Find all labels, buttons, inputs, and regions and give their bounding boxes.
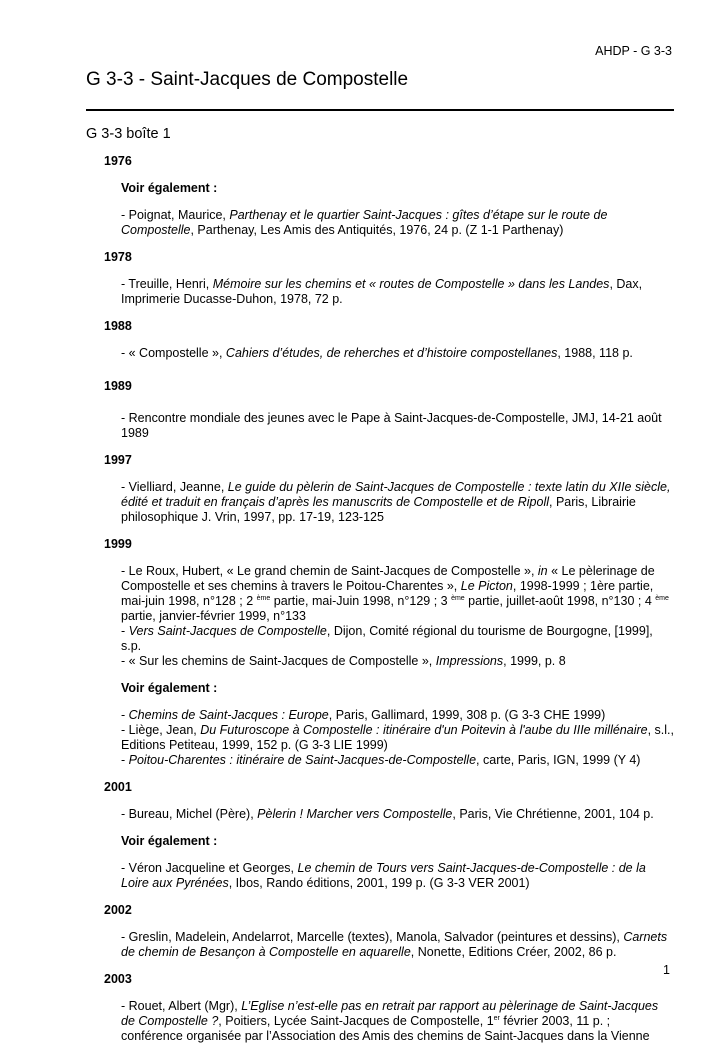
list-item: - Poignat, Maurice, Parthenay et le quartier Saint-Jacques : gîtes d’étape sur le route de Compostelle, Parthenay, Les Amis des Antiquités, 1976, 24 p. (Z 1-1 Parthenay) xyxy=(121,208,608,237)
entries-1999 xyxy=(121,564,674,669)
list-item: - « Compostelle », Cahiers d’études, de reherches et d’histoire compostellanes, 1988, 118 p. xyxy=(121,346,633,360)
list-item: - Chemins de Saint-Jacques : Europe, Paris, Gallimard, 1999, 308 p. (G 3-3 CHE 1999) xyxy=(121,708,606,722)
year-heading-2002: 2002 xyxy=(104,903,132,917)
document-body xyxy=(86,127,674,1056)
title-divider xyxy=(86,109,674,111)
year-heading-1988: 1988 xyxy=(104,319,132,333)
entries-2002 xyxy=(121,930,674,960)
year-heading-2001: 2001 xyxy=(104,780,132,794)
list-item: - Rencontre mondiale des jeunes avec le Pape à Saint-Jacques-de-Compostelle, JMJ, 14-21 août 1989 xyxy=(121,411,662,440)
year-heading-2003: 2003 xyxy=(104,972,132,986)
list-item: - Vielliard, Jeanne, Le guide du pèlerin de Saint-Jacques de Compostelle : texte latin du XIIe siècle, édité et traduit en français d’après les manuscrits de Compostelle et de Ripoll, Paris, Librairie philosophique J. Vrin, 1997, pp. 17-19, 123-125 xyxy=(121,480,671,524)
list-item: - Greslin, Madelein, Andelarrot, Marcelle (textes), Manola, Salvador (peintures et dessins), Carnets de chemin de Besançon à Compostelle en aquarelle, Nonette, Editions Créer, 2002, 86 p. xyxy=(121,930,668,959)
list-item: - Le Roux, Hubert, « Le grand chemin de Saint-Jacques de Compostelle », in « Le pèlerinage de Compostelle et ses chemins à travers le Poitou-Charentes », Le Picton, 1998-1999 ; 1ère partie, mai-juin 1998, n°128 ; 2 $^{ème}$ partie, mai-Juin 1998, n°129 ; 3 $^{ème}$ partie, juillet-août 1998, n°130 ; 4 $^{ème}$ partie, janvier-février 1999, n°133 xyxy=(121,564,669,623)
list-item: - Véron Jacqueline et Georges, Le chemin de Tours vers Saint-Jacques-de-Compostelle : de la Loire aux Pyrénées, Ibos, Rando éditions, 2001, 199 p. (G 3-3 VER 2001) xyxy=(121,861,646,890)
see-also-label: Voir également : xyxy=(121,681,218,695)
list-item: - Vers Saint-Jacques de Compostelle, Dijon, Comité régional du tourisme de Bourgogne, [1999], s.p. xyxy=(121,624,653,653)
list-item: - Rouet, Albert (Mgr), L’Eglise n’est-elle pas en retrait par rapport au pèlerinage de Saint-Jacques de Compostelle ?, Poitiers, Lycée Saint-Jacques de Compostelle, 1er février 2003, 11 p. ; conférence organisée par l’Association des Amis des chemins de Saint-Jacques dans la Vienne xyxy=(121,999,659,1043)
see-also-label: Voir également : xyxy=(121,834,218,848)
year-heading-1997: 1997 xyxy=(104,453,132,467)
year-heading-1999: 1999 xyxy=(104,537,132,551)
entries-2001-see-also xyxy=(121,861,674,891)
entries-1999-see-also xyxy=(121,708,674,768)
list-item: - Bureau, Michel (Père), Pèlerin ! Marcher vers Compostelle, Paris, Vie Chrétienne, 2001, 104 p. xyxy=(121,807,654,821)
year-heading-1989: 1989 xyxy=(104,379,132,393)
list-item: - Liège, Jean, Du Futuroscope à Compostelle : itinéraire d'un Poitevin à l'aube du IIIe millénaire, s.l., Editions Petiteau, 1999, 152 p. (G 3-3 LIE 1999) xyxy=(121,723,675,752)
see-also-label: Voir également : xyxy=(121,181,218,195)
year-heading-1976: 1976 xyxy=(104,154,132,168)
page-title: G 3-3 - Saint-Jacques de Compostelle xyxy=(86,69,409,90)
entries-2003 xyxy=(121,999,674,1044)
year-heading-1978: 1978 xyxy=(104,250,132,264)
entries-2001 xyxy=(121,807,674,822)
page-number: 1 xyxy=(663,963,670,977)
entries-1976 xyxy=(121,208,674,238)
entries-1989 xyxy=(121,411,674,441)
page-header-ref: AHDP - G 3-3 xyxy=(595,44,672,58)
entries-1997 xyxy=(121,480,674,525)
list-item: - Treuille, Henri, Mémoire sur les chemins et « routes de Compostelle » dans les Landes, Dax, Imprimerie Ducasse-Duhon, 1978, 72 p. xyxy=(121,277,643,306)
list-item: - « Sur les chemins de Saint-Jacques de Compostelle », Impressions, 1999, p. 8 xyxy=(121,654,566,668)
box-heading: G 3-3 boîte 1 xyxy=(86,126,171,142)
entries-1988 xyxy=(121,346,674,361)
list-item: - Poitou-Charentes : itinéraire de Saint-Jacques-de-Compostelle, carte, Paris, IGN, 1999 (Y 4) xyxy=(121,753,641,767)
entries-1978 xyxy=(121,277,674,307)
